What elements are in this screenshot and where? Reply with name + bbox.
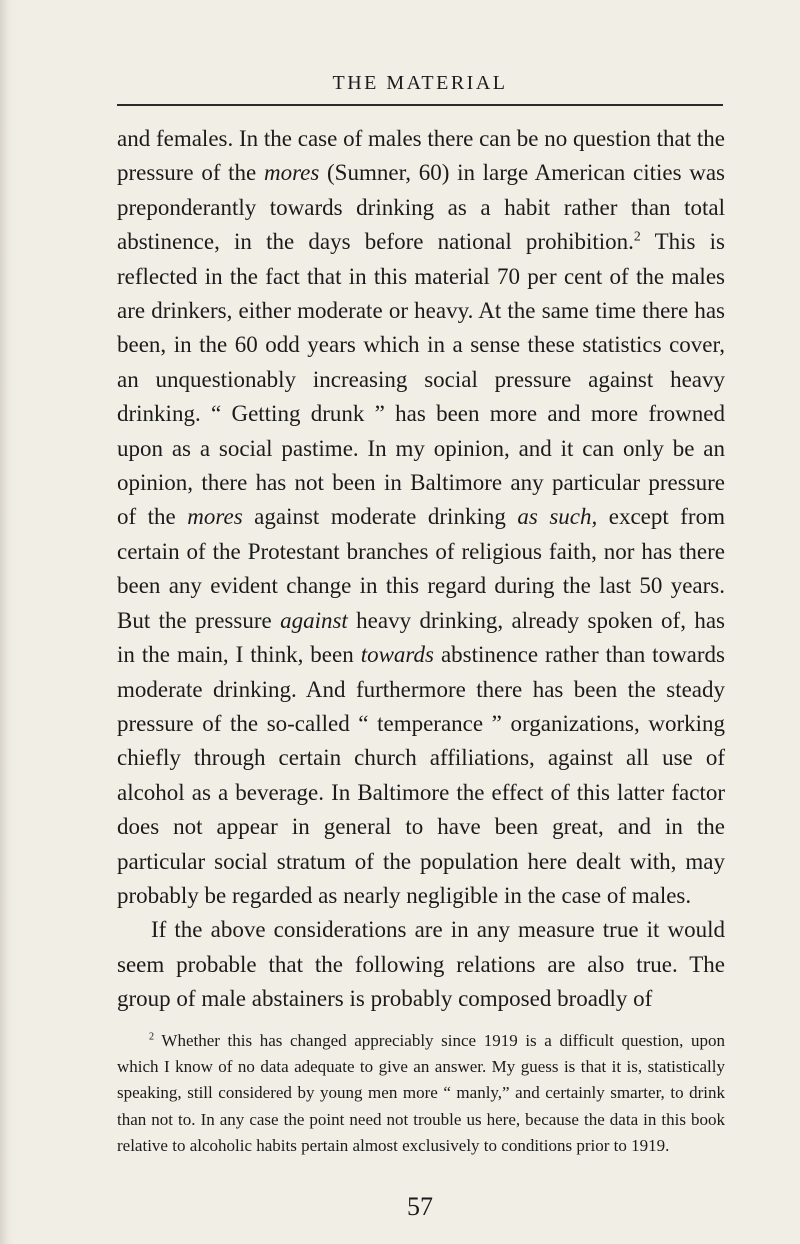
footnote (117, 1028, 725, 1159)
p1-text-j: heavy drinking, already spoken of, has in the main, I think, been (117, 607, 725, 668)
p1-text-c: (Sumner, 60) in large American cities was preponderantly towards drinking as a habit rather than total abstinence, in the days before national prohibition. (117, 160, 725, 255)
footnote-marker: 2 (149, 1031, 155, 1043)
p1-text-l: abstinence rather than towards moderate drinking. And furthermore there has been the steady pressure of the so-called “ temperance ” organizations, working chiefly through certain church affiliations, against all use of alcohol as a beverage. In Baltimore the effect of this latter factor does not appear in general to have been great, and in the particular social stratum of the population here dealt with, may probably be regarded as nearly negligible in the case of males. (117, 642, 725, 908)
running-header: THE MATERIAL (332, 72, 508, 94)
p1-text-a: and females. In the case of males there can be no question that the pressure of the (117, 126, 725, 186)
p1-italic-mores: mores (263, 160, 320, 186)
footnote-text: Whether this has changed appreciably since 1919 is a difficult question, upon which I know of no data adequate to give an answer. My guess is that it is, statistically speaking, still considered by young men more “ manly,” and certainly smarter, to drink than not to. In any case the point need not trouble us here, because the data in this book relative to alcoholic habits pertain almost exclusively to conditions prior to 1919. (117, 1031, 725, 1155)
body-text (117, 122, 725, 1017)
p1-italic-mores-2: mores (187, 504, 243, 530)
p1-italic-as-such: as such, (517, 504, 598, 530)
footnote-reference: 2 (633, 228, 641, 244)
p1-text-f: against moderate drinking (242, 504, 518, 530)
header-rule (117, 104, 723, 106)
p1-italic-towards: towards (360, 642, 434, 668)
paragraph-2: If the above considerations are in any measure true it would seem probable that the following relations are also true. The group of male abstainers is probably composed broadly of (117, 917, 725, 1012)
p1-text-h: except from certain of the Protestant branches of religious faith, nor has there been any evident change in this regard during the last 50 years. But the pressure (117, 504, 725, 633)
paragraph-1 (117, 122, 725, 913)
page-gutter-shadow (0, 0, 14, 1244)
p1-italic-against: against (280, 607, 348, 633)
p1-text-d: This is reflected in the fact that in this material 70 per cent of the males are drinkers, either moderate or heavy. At the same time there has been, in the 60 odd years which in a sense these statistics cover, an unquestionably increasing social pressure against heavy drinking. “ Getting drunk ” has been more and more frowned upon as a social pastime. In my opinion, and it can only be an opinion, there has not been in Baltimore any particular pressure of the (117, 229, 725, 530)
page-number: 57 (407, 1192, 433, 1221)
